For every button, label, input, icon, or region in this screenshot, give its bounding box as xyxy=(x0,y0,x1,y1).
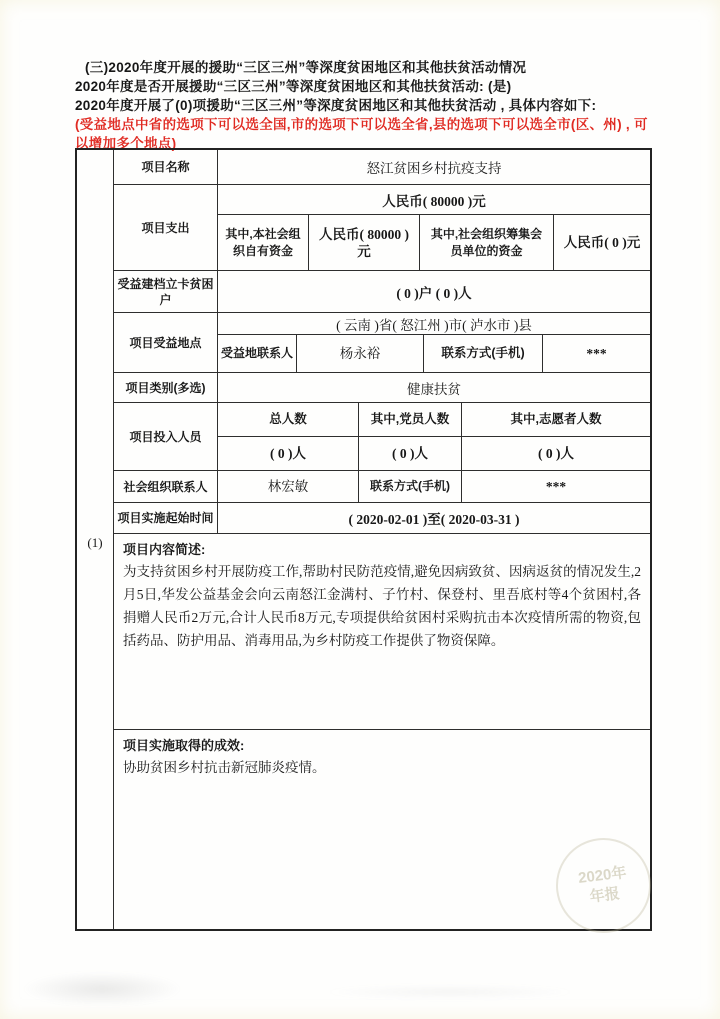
location-contact-name: 杨永裕 xyxy=(297,335,424,372)
stamp-label: 年报 xyxy=(588,884,621,906)
location-label: 项目受益地点 xyxy=(114,313,218,372)
description-text: 为支持贫困乡村开展防疫工作,帮助村民防范疫情,避免因病致贫、因病返贫的情况发生,2月5日,华发公益基金会向云南怒江金满村、子竹村、保登村、里吾底村等4个贫困村,各捐赠人民币2万元,合计人民币8万元,专项提供给贫困村采购抗击本次疫情所需的物资,包括药品、防护用品、消毒用品,为乡村防疫工作提供了物资保障。 xyxy=(123,564,641,648)
description-label: 项目内容简述: xyxy=(123,542,206,557)
period-label: 项目实施起始时间 xyxy=(114,503,218,533)
section-header xyxy=(75,58,657,153)
header-count: 2020年度开展了(0)项援助“三区三州”等深度贫困地区和其他扶贫活动 , 具体内容如下: xyxy=(75,98,597,113)
personnel-row xyxy=(114,403,650,471)
scan-smudge xyxy=(22,972,182,1006)
project-name-row xyxy=(114,150,650,185)
header-red-note: (受益地点中省的选项下可以选全国,市的选项下可以选全省,县的选项下可以选全市(区、州) , 可以增加多个地点) xyxy=(75,117,648,151)
personnel-col-total: 总人数 xyxy=(218,403,359,436)
item-number-column xyxy=(77,150,114,929)
outcome-cell xyxy=(114,730,650,929)
registered-poor-row xyxy=(114,271,650,313)
org-contact-name: 林宏敏 xyxy=(218,471,359,502)
location-value: ( 云南 )省( 怒江州 )市( 泸水市 )县 xyxy=(218,313,650,335)
member-fund-value: 人民币( 0 )元 xyxy=(563,235,641,250)
expenditure-total: 人民币( 80000 )元 xyxy=(218,185,650,215)
category-label: 项目类别(多选) xyxy=(114,373,218,402)
scan-smudge xyxy=(330,985,570,999)
expenditure-row xyxy=(114,185,650,271)
project-name-value: 怒江贫困乡村抗疫支持 xyxy=(366,161,502,176)
period-value: ( 2020-02-01 )至( 2020-03-31 ) xyxy=(348,512,520,527)
member-fund-label: 其中,社会组织筹集会员单位的资金 xyxy=(420,215,554,270)
registered-poor-value: ( 0 )户 ( 0 )人 xyxy=(396,285,472,301)
table-rows xyxy=(114,150,650,929)
item-number: (1) xyxy=(87,535,103,550)
stamp-year: 2020年 xyxy=(577,863,628,887)
section-title: (三)2020年度开展的援助“三区三州”等深度贫困地区和其他扶贫活动情况 xyxy=(85,60,527,75)
personnel-party-value: ( 0 )人 xyxy=(359,437,462,470)
outcome-text: 协助贫困乡村抗击新冠肺炎疫情。 xyxy=(123,760,326,775)
registered-poor-label: 受益建档立卡贫困户 xyxy=(114,271,218,312)
own-fund-label: 其中,本社会组织自有资金 xyxy=(218,215,309,270)
category-row xyxy=(114,373,650,403)
description-cell xyxy=(114,534,650,729)
location-contact-phone: *** xyxy=(586,346,607,361)
outcome-row xyxy=(114,730,650,929)
personnel-volunteer-value: ( 0 )人 xyxy=(538,446,574,461)
org-contact-phone: *** xyxy=(545,479,567,494)
personnel-col-party: 其中,党员人数 xyxy=(359,403,462,436)
location-contact-method-label: 联系方式(手机) xyxy=(424,335,543,372)
report-table xyxy=(75,148,652,931)
outcome-label: 项目实施取得的成效: xyxy=(123,738,245,753)
location-contact-label: 受益地联系人 xyxy=(218,335,297,372)
personnel-label: 项目投入人员 xyxy=(114,403,218,470)
project-name-label: 项目名称 xyxy=(114,150,218,184)
header-question: 2020年度是否开展援助“三区三州”等深度贫困地区和其他扶贫活动: (是) xyxy=(75,79,512,94)
org-contact-label: 社会组织联系人 xyxy=(114,471,218,502)
personnel-total-value: ( 0 )人 xyxy=(218,437,359,470)
org-contact-row xyxy=(114,471,650,503)
org-contact-method-label: 联系方式(手机) xyxy=(359,471,462,502)
period-row xyxy=(114,503,650,534)
expenditure-label: 项目支出 xyxy=(114,185,218,270)
category-value: 健康扶贫 xyxy=(407,381,461,397)
description-row xyxy=(114,534,650,730)
own-fund-value: 人民币( 80000 )元 xyxy=(309,215,420,270)
personnel-col-volunteer: 其中,志愿者人数 xyxy=(510,412,602,426)
location-row xyxy=(114,313,650,373)
